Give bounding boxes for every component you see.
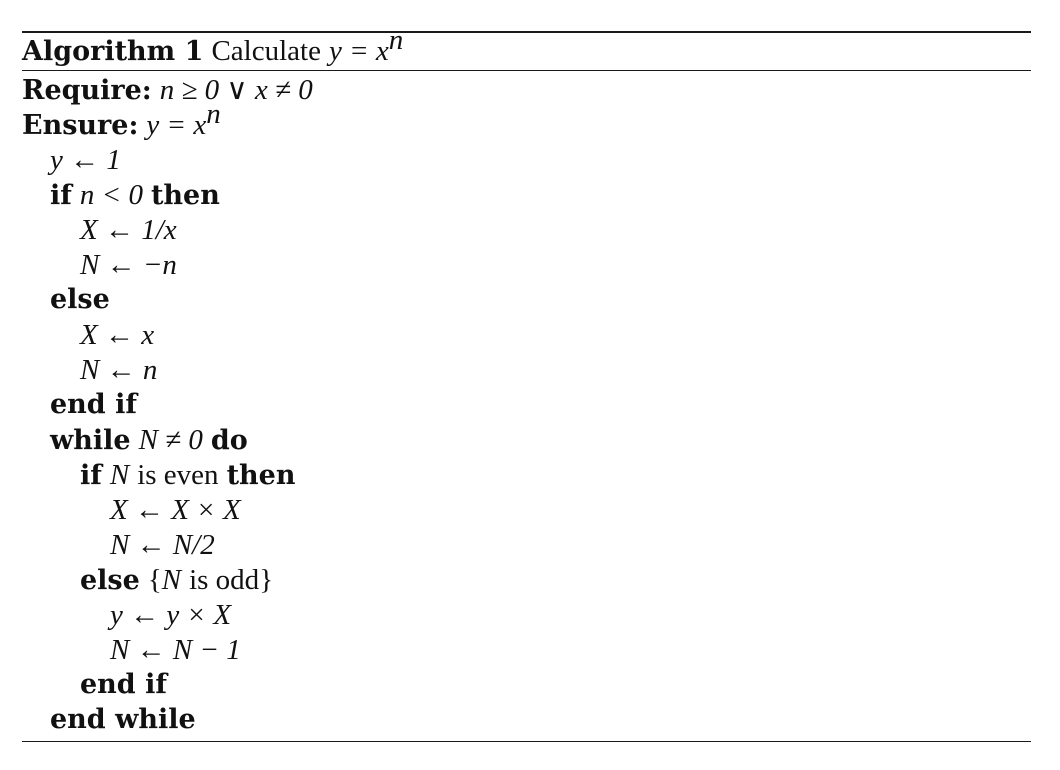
statement: y ← 1 xyxy=(50,144,121,176)
statement: X ← x xyxy=(80,319,155,351)
ensure-exponent: n xyxy=(206,98,221,130)
keyword-end-if: end if xyxy=(50,389,137,420)
statement: X ← 1/x xyxy=(80,214,177,246)
code-line xyxy=(80,563,273,597)
algorithm-title-math: y = x xyxy=(328,35,389,67)
keyword-then: then xyxy=(226,460,296,491)
require-label: Require: xyxy=(22,75,152,106)
comment-open-brace: { xyxy=(147,564,162,596)
keyword-end-while: end while xyxy=(50,704,196,735)
code-line xyxy=(50,388,137,422)
comment-variable: N xyxy=(161,564,182,596)
comment-text: is odd xyxy=(189,564,260,596)
ensure-label: Ensure: xyxy=(22,110,139,141)
caption-rule xyxy=(22,70,1031,71)
code-line xyxy=(50,703,196,737)
keyword-end-if: end if xyxy=(80,669,167,700)
code-line xyxy=(80,248,177,282)
statement: N ← N/2 xyxy=(110,529,215,561)
condition: n < 0 xyxy=(79,179,143,211)
code-line xyxy=(80,213,177,247)
keyword-if: if xyxy=(50,180,72,211)
keyword-while: while xyxy=(50,425,131,456)
statement: N ← n xyxy=(80,354,158,386)
code-line xyxy=(80,458,295,492)
statement: N ← −n xyxy=(80,249,177,281)
top-rule xyxy=(22,31,1031,33)
comment-close-brace: } xyxy=(259,564,274,596)
keyword-then: then xyxy=(150,180,220,211)
code-line xyxy=(50,143,121,177)
condition: N ≠ 0 xyxy=(138,424,203,456)
statement: N ← N − 1 xyxy=(110,634,241,666)
require-condition: n ≥ 0 ∨ x ≠ 0 xyxy=(159,74,313,106)
code-line xyxy=(50,283,110,317)
statement: y ← y × X xyxy=(110,599,232,631)
condition-text: is even xyxy=(137,459,219,491)
code-line xyxy=(110,598,231,632)
algorithm-label: Algorithm 1 xyxy=(22,36,204,67)
ensure-condition: y = x xyxy=(146,109,207,141)
algorithm-title-exponent: n xyxy=(388,24,404,56)
require-line xyxy=(22,73,313,107)
keyword-do: do xyxy=(210,425,248,456)
algorithm-title: Calculate xyxy=(211,35,321,67)
keyword-else: else xyxy=(50,284,110,315)
keyword-else: else xyxy=(80,565,140,596)
statement: X ← X × X xyxy=(110,494,241,526)
code-line xyxy=(50,178,220,212)
code-line xyxy=(50,423,248,457)
bottom-rule xyxy=(22,741,1031,742)
condition-variable: N xyxy=(109,459,130,491)
ensure-line xyxy=(22,98,221,142)
algorithm-caption xyxy=(22,24,404,68)
code-line xyxy=(110,493,241,527)
code-line xyxy=(80,668,167,702)
code-line xyxy=(110,633,241,667)
code-line xyxy=(80,353,157,387)
keyword-if: if xyxy=(80,460,102,491)
code-line xyxy=(110,528,215,562)
code-line xyxy=(80,318,154,352)
